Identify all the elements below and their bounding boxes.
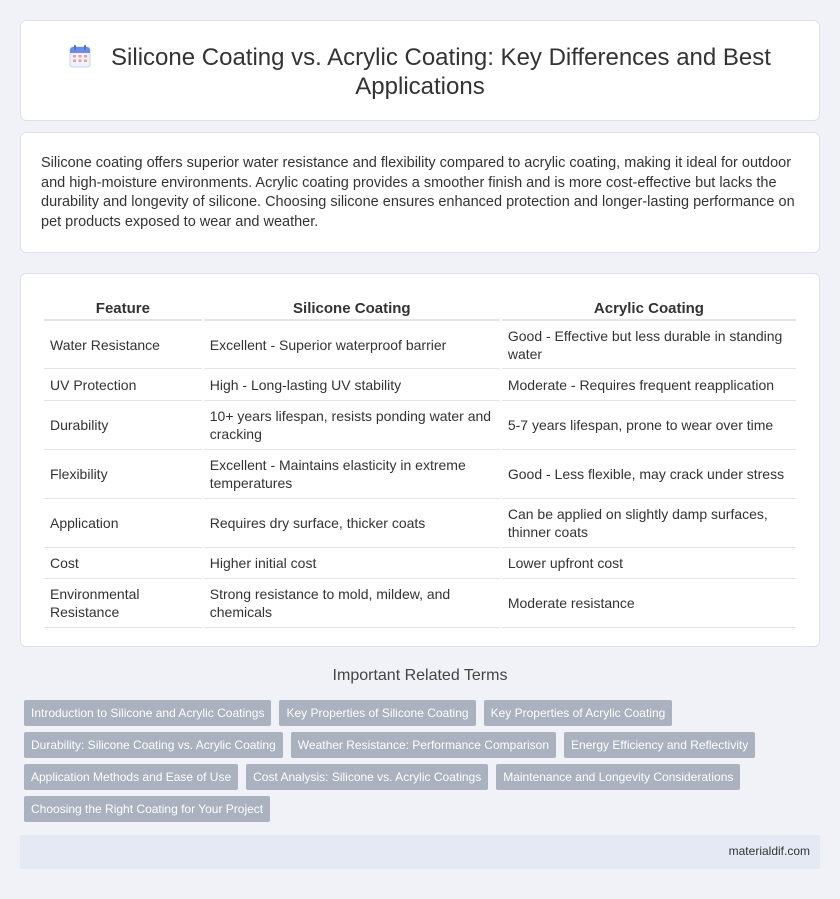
table-cell: 5-7 years lifespan, prone to wear over time — [502, 401, 796, 450]
tag-row — [24, 732, 804, 758]
comparison-table — [42, 297, 798, 628]
related-term-tag[interactable]: Key Properties of Silicone Coating — [279, 700, 475, 726]
table-cell: High - Long-lasting UV stability — [204, 369, 500, 401]
tag-row — [24, 796, 804, 822]
table-cell: Good - Less flexible, may crack under stress — [502, 450, 796, 499]
table-cell: 10+ years lifespan, resists ponding water and cracking — [204, 401, 500, 450]
tag-row — [24, 764, 804, 790]
table-row — [44, 321, 796, 369]
footer-site-link[interactable]: materialdif.com — [728, 844, 810, 858]
related-term-tag[interactable]: Maintenance and Longevity Considerations — [496, 764, 740, 790]
table-cell: Flexibility — [44, 450, 202, 499]
related-term-tag[interactable]: Weather Resistance: Performance Comparison — [291, 732, 556, 758]
related-term-tag[interactable]: Energy Efficiency and Reflectivity — [564, 732, 755, 758]
related-term-tag[interactable]: Introduction to Silicone and Acrylic Coatings — [24, 700, 271, 726]
tag-row — [24, 700, 804, 726]
table-row — [44, 401, 796, 450]
table-cell: Good - Effective but less durable in standing water — [502, 321, 796, 369]
table-row — [44, 499, 796, 548]
related-term-tag[interactable]: Cost Analysis: Silicone vs. Acrylic Coatings — [246, 764, 488, 790]
page-header — [21, 43, 819, 101]
related-terms-heading: Important Related Terms — [332, 667, 508, 684]
table-cell: Lower upfront cost — [502, 548, 796, 579]
table-cell: Water Resistance — [44, 321, 202, 369]
related-term-tag[interactable]: Choosing the Right Coating for Your Project — [24, 796, 270, 822]
table-cell: Environmental Resistance — [44, 579, 202, 628]
table-row — [44, 548, 796, 579]
table-cell: Durability — [44, 401, 202, 450]
table-cell: Requires dry surface, thicker coats — [204, 499, 500, 548]
table-header-row — [44, 297, 796, 321]
comparison-card — [20, 273, 820, 647]
table-row — [44, 450, 796, 499]
table-cell: Moderate resistance — [502, 579, 796, 628]
header-card — [20, 20, 820, 121]
summary-card — [20, 132, 820, 253]
table-row — [44, 579, 796, 628]
table-cell: Higher initial cost — [204, 548, 500, 579]
page-title: Silicone Coating vs. Acrylic Coating: Key Differences and Best Applications — [111, 44, 771, 100]
table-cell: UV Protection — [44, 369, 202, 401]
table-cell: Excellent - Maintains elasticity in extreme temperatures — [204, 450, 500, 499]
column-header-feature: Feature — [44, 297, 202, 321]
table-cell: Moderate - Requires frequent reapplication — [502, 369, 796, 401]
calendar-icon — [69, 44, 91, 68]
table-row — [44, 369, 796, 401]
table-cell: Excellent - Superior waterproof barrier — [204, 321, 500, 369]
summary-text: Silicone coating offers superior water resistance and flexibility compared to acrylic coating, making it ideal for outdoor and high-moisture environments. Acrylic coating provides a smoother finish and is more cost-effective but lacks the durability and longevity of silicone. Choosing silicone ensures enhanced protection and longer-lasting performance on pet products exposed to wear and weather. — [41, 155, 795, 230]
related-term-tag[interactable]: Key Properties of Acrylic Coating — [484, 700, 673, 726]
footer — [20, 835, 820, 869]
column-header-silicone: Silicone Coating — [204, 297, 500, 321]
related-terms-list — [24, 700, 804, 828]
table-cell: Strong resistance to mold, mildew, and chemicals — [204, 579, 500, 628]
table-cell: Application — [44, 499, 202, 548]
table-cell: Cost — [44, 548, 202, 579]
related-term-tag[interactable]: Durability: Silicone Coating vs. Acrylic Coating — [24, 732, 283, 758]
table-cell: Can be applied on slightly damp surfaces, thinner coats — [502, 499, 796, 548]
column-header-acrylic: Acrylic Coating — [502, 297, 796, 321]
related-term-tag[interactable]: Application Methods and Ease of Use — [24, 764, 238, 790]
